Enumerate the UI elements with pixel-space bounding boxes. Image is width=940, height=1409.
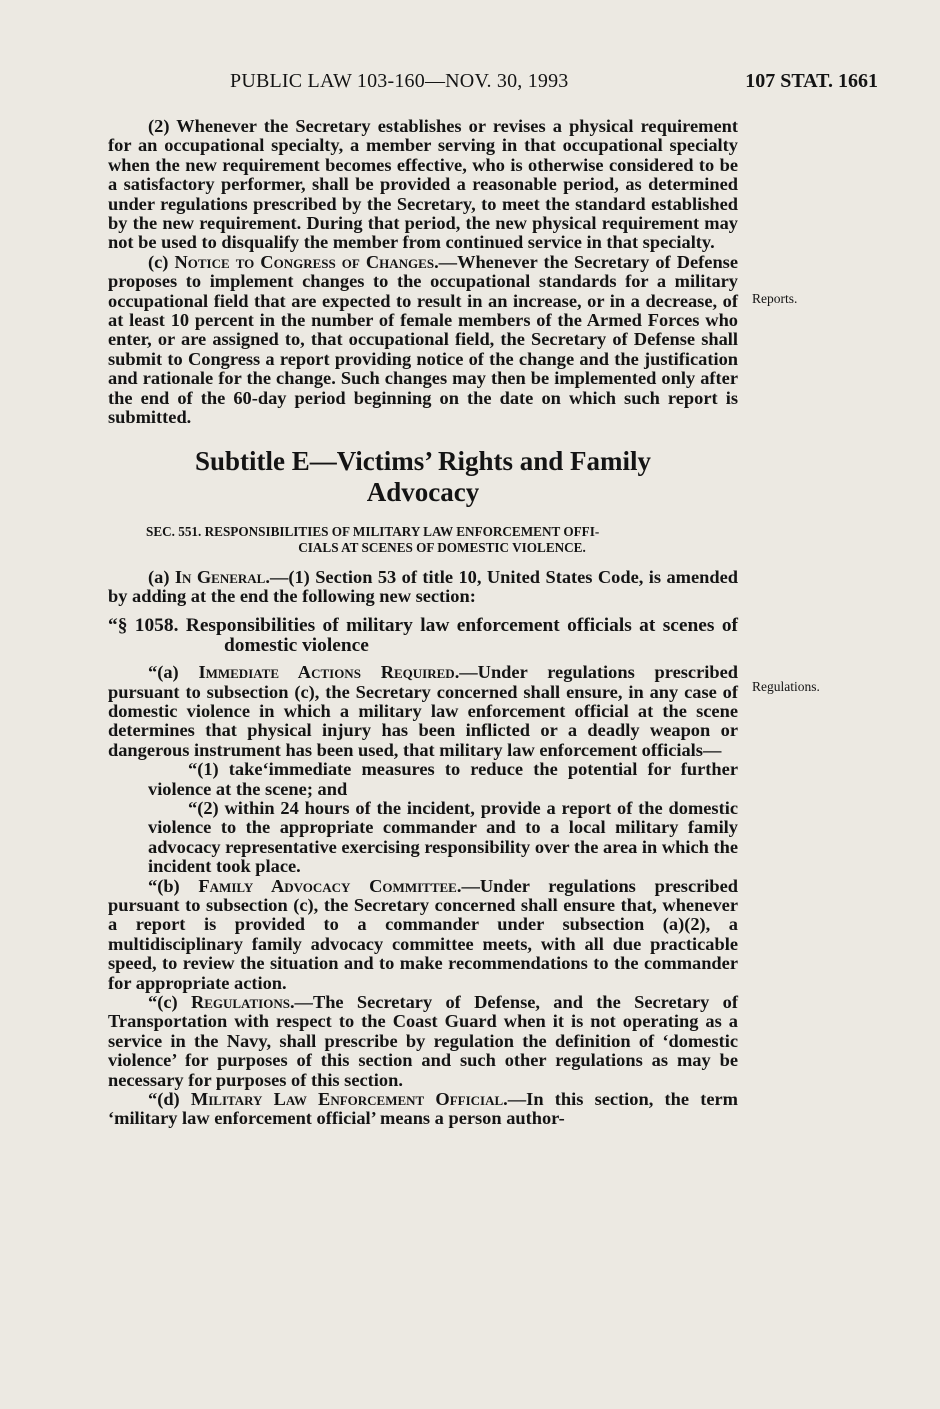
heading: Regulations xyxy=(190,992,290,1013)
label: “(d) xyxy=(148,1089,191,1110)
page-header xyxy=(150,70,878,98)
paragraph-c xyxy=(108,253,738,428)
heading: Military Law Enforcement Official xyxy=(190,1089,504,1110)
text: .—In this section, the term ‘military law enforcement official’ means a person author- xyxy=(108,1089,738,1129)
paragraph-new-a xyxy=(108,663,738,760)
running-head: PUBLIC LAW 103-160—NOV. 30, 1993 xyxy=(230,70,569,92)
paragraph-new-b xyxy=(108,877,738,993)
text: .—(1) Section 53 of title 10, United States Code, is amended by adding at the end the following new section: xyxy=(108,566,739,606)
section-title-continued: CIALS AT SCENES OF DOMESTIC VIOLENCE. xyxy=(298,539,586,555)
section-label: SEC. 551. RESPONSIBILITIES OF MILITARY LAW ENFORCEMENT OFFI- xyxy=(146,523,600,539)
item-1: “(1) take‘immediate measures to reduce the potential for further violence at the scene; and xyxy=(148,759,738,799)
text: .—The Secretary of Defense, and the Secretary of Transportation with respect to the Coast Guard when it is not operating as a service in the Navy, shall prescribe by regulation the definition of ‘domestic violence’ for purposes of this section and such other regulations as may be necessary for purposes of this section. xyxy=(108,992,738,1090)
subtitle-heading xyxy=(108,446,738,508)
paragraph-new-c xyxy=(108,993,738,1090)
item-2: “(2) within 24 hours of the incident, provide a report of the domestic violence to the appropriate commander and to a local military family advocacy representative exercising responsibility over the area in which the incident took place. xyxy=(148,797,738,877)
text: .—Under regulations prescribed pursuant to subsection (c), the Secretary concerned shall ensure, in any case of domestic violence in which a military law enforcement official at the scene determines that physical injury has been inflicted or a deadly weapon or dangerous instrument has been used, that military law enforcement officials— xyxy=(108,662,738,760)
label: “(c) xyxy=(148,992,191,1013)
subtitle-line-1: Subtitle E—Victims’ Rights and Family xyxy=(194,445,652,476)
text: .—Whenever the Secretary of Defense proposes to implement changes to the occupational standards for a military occupational field that are expected to result in an increase, or in a decrease, of at least 10 percent in the number of female members of the Armed Forces who enter, or are assigned to, that occupational field, the Secretary of Defense shall submit to Congress a report providing notice of the change and the justification and rationale for the change. Such changes may then be implemented only after the end of the 60-day period beginning on the date on which such report is submitted. xyxy=(108,251,738,428)
heading: Immediate Actions Required xyxy=(198,662,455,683)
text: .—Under regulations prescribed pursuant to subsection (c), the Secretary concerned shall ensure that, whenever a report is provided to a commander under subsection (a)(2), a multidisciplinary family advocacy committee meets, with all due practicable speed, to review the situation and to make recommendations to the commander for appropriate action. xyxy=(108,875,738,993)
margin-note-regulations: Regulations. xyxy=(752,679,820,694)
label: (c) xyxy=(148,251,175,272)
paragraph-new-d xyxy=(108,1090,738,1129)
new-section-heading: “§ 1058. Responsibilities of military law enforcement officials at scenes of domestic violence xyxy=(108,615,738,656)
body-text xyxy=(108,117,738,1129)
paragraph-a xyxy=(108,568,738,607)
paragraph-2: (2) Whenever the Secretary establishes or revises a physical requirement for an occupational specialty, a member serving in that occupational specialty when the new requirement becomes effective, who is otherwise considered to be a satisfactory performer, shall be provided a reasonable period, as determined under regulations prescribed by the Secretary, to meet the standard established by the new requirement. During that period, the new physical requirement may not be used to disqualify the member from continued service in that specialty. xyxy=(108,116,738,253)
subtitle-line-2: Advocacy xyxy=(366,476,480,507)
label: “(b) xyxy=(148,875,199,896)
label: (a) xyxy=(148,566,175,587)
heading: Family Advocacy Committee xyxy=(198,875,457,896)
statute-citation: 107 STAT. 1661 xyxy=(745,70,878,92)
label: “(a) xyxy=(148,662,199,683)
heading: In General xyxy=(174,566,266,587)
heading: Notice to Congress of Changes xyxy=(174,251,435,272)
section-heading xyxy=(108,524,738,556)
margin-note-reports: Reports. xyxy=(752,291,798,306)
